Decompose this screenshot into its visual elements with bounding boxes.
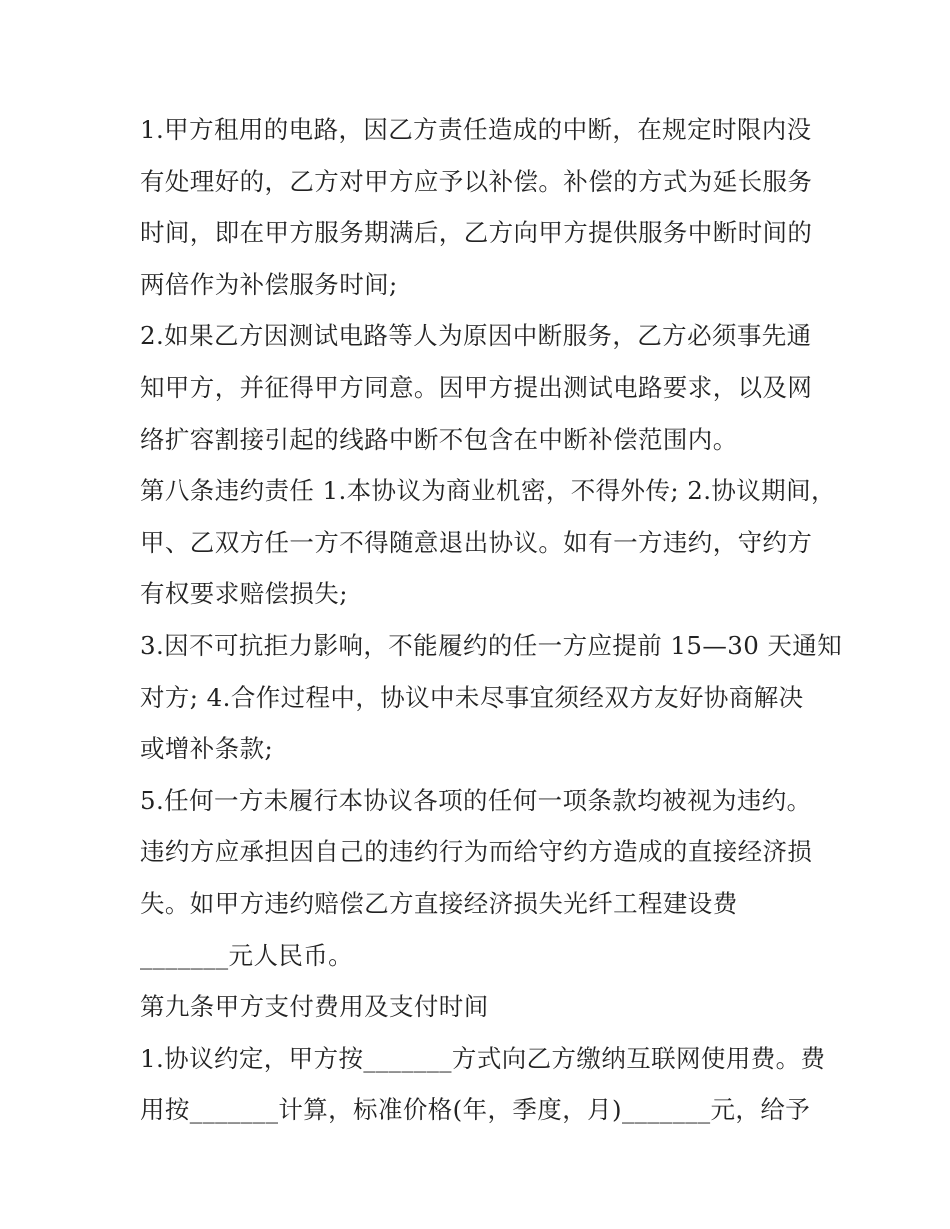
text-line: 2.如果乙方因测试电路等人为原因中断服务，乙方必须事先通 [140,321,812,351]
text-line: 或增补条款; [140,734,274,764]
section-heading-line: 第八条违约责任 1.本协议为商业机密，不得外传; 2.协议期间， [140,476,836,506]
text-line: 失。如甲方违约赔偿乙方直接经济损失光纤工程建设费 [140,888,738,918]
text-line: 违约方应承担因自己的违约行为而给守约方造成的直接经济损 [140,837,813,867]
text-line: 甲、乙双方任一方不得随意退出协议。如有一方违约，守约方 [140,527,813,557]
text-line: 3.因不可抗拒力影响，不能履约的任一方应提前 15—30 天通知 [140,630,843,660]
document-body [140,104,843,1136]
text-line: 时间，即在甲方服务期满后，乙方向甲方提供服务中断时间的 [140,218,813,248]
text-line: 两倍作为补偿服务时间; [140,269,398,299]
text-line: 络扩容割接引起的线路中断不包含在中断补偿范围内。 [140,424,738,454]
text-line: 有权要求赔偿损失; [140,579,348,609]
text-line: 1.协议约定，甲方按_______方式向乙方缴纳互联网使用费。费 [140,1043,826,1073]
text-line: 对方; 4.合作过程中，协议中未尽事宜须经双方友好协商解决 [140,682,804,712]
text-line: _______元人民币。 [140,940,354,970]
text-line: 用按_______计算，标准价格(年，季度，月)_______元，给予 [140,1095,811,1125]
text-line: 知甲方，并征得甲方同意。因甲方提出测试电路要求，以及网 [140,372,813,402]
text-line: 5.任何一方未履行本协议各项的任何一项条款均被视为违约。 [140,785,812,815]
text-line: 1.甲方租用的电路，因乙方责任造成的中断，在规定时限内没 [140,115,812,144]
text-line: 有处理好的，乙方对甲方应予以补偿。补偿的方式为延长服务 [140,166,813,196]
section-heading-line: 第九条甲方支付费用及支付时间 [140,992,489,1022]
